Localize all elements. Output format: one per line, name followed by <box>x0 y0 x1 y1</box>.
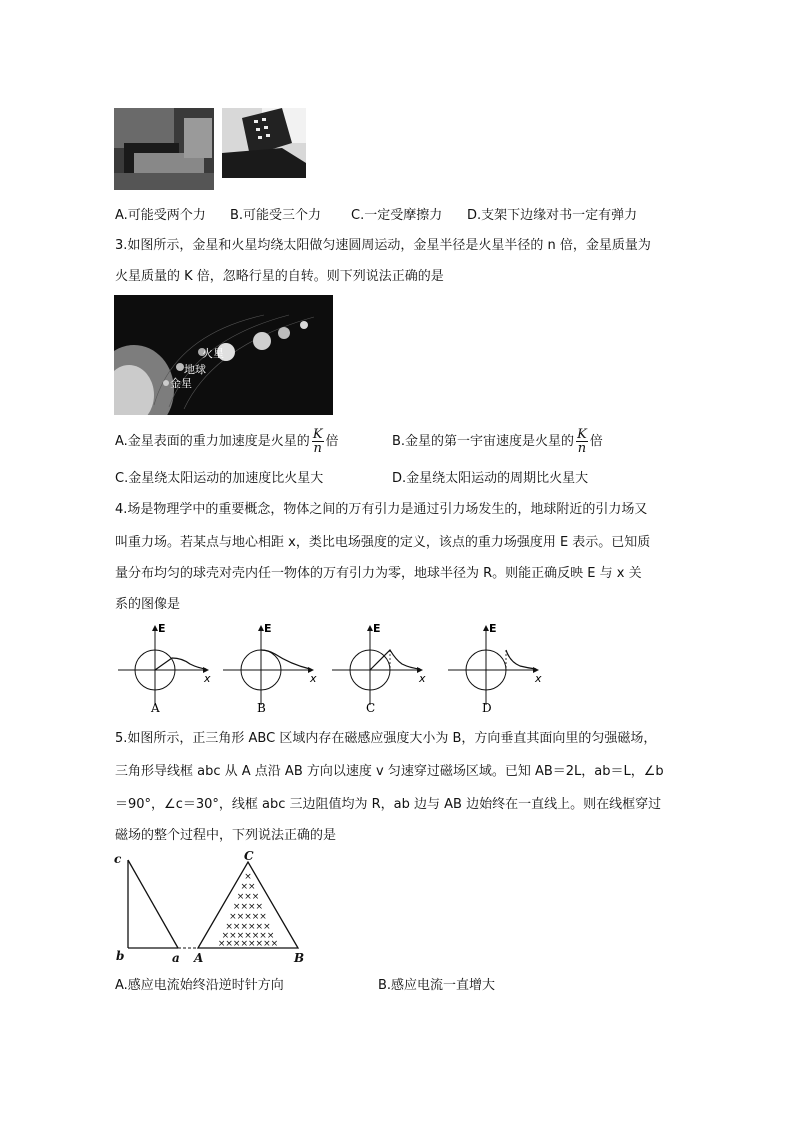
graph-d-label: D <box>482 701 492 715</box>
q3-stem-line2: 火星质量的 K 倍，忽略行星的自转。则下列说法正确的是 <box>115 269 444 284</box>
q3-frac-b-den: n <box>577 441 587 456</box>
venus-label: 金星 <box>170 377 192 390</box>
q3-option-b-fraction <box>576 428 588 455</box>
q2-option-b: B.可能受三个力 <box>230 208 322 223</box>
label-B: B <box>294 951 305 965</box>
graph-a-x-label: x <box>204 672 211 685</box>
magnetic-field-marks <box>218 872 278 949</box>
graph-b-e-label: E <box>264 622 272 635</box>
book-stand-photo-2 <box>222 108 306 178</box>
q4-stem-line4: 系的图像是 <box>115 597 181 612</box>
q5-stem-line3: ＝90°，∠c＝30°，线框 abc 三边阻值均为 R，ab 边与 AB 边始终在一直线上。则在线框穿过 <box>115 797 662 812</box>
field-row-3: ××× <box>236 892 260 902</box>
q4-stem-line1: 4.场是物理学中的重要概念，物体之间的万有引力是通过引力场发生的，地球附近的引力场又 <box>115 502 648 517</box>
graph-a <box>118 622 211 715</box>
graph-a-label: A <box>151 701 160 715</box>
q4-stem-line3: 量分布均匀的球壳对壳内任一物体的万有引力为零，地球半径为 R。则能正确反映 E 与 x 关 <box>115 566 642 581</box>
q2-option-d: D.支架下边缘对书一定有弹力 <box>467 208 638 223</box>
q5-figure <box>110 848 310 968</box>
q5-option-a: A.感应电流始终沿逆时针方向 <box>115 978 284 993</box>
q5-stem-line1: 5.如图所示，正三角形 ABC 区域内存在磁感应强度大小为 B，方向垂直其面向里的匀强磁场， <box>115 731 657 746</box>
label-A: A <box>194 951 204 965</box>
q2-option-c: C.一定受摩擦力 <box>351 208 443 223</box>
graph-a-e-label: E <box>158 622 166 635</box>
label-b: b <box>116 949 125 963</box>
q3-option-b-prefix: B.金星的第一宇宙速度是火星的 <box>392 434 575 449</box>
field-row-4: ×××× <box>232 902 264 912</box>
q3-frac-a-den: n <box>313 441 322 456</box>
field-row-6: ×××××× <box>225 922 271 932</box>
mars-label: 火星 <box>202 347 224 360</box>
q4-stem-line2: 叫重力场。若某点与地心相距 x，类比电场强度的定义，该点的重力场强度用 E 表示。已知质 <box>115 535 651 550</box>
q4-graphs <box>110 620 560 715</box>
earth-label: 地球 <box>184 363 206 376</box>
q3-option-a <box>115 428 339 455</box>
label-C: C <box>244 849 254 863</box>
q2-option-a: A.可能受两个力 <box>115 208 206 223</box>
solar-system-photo <box>114 295 333 415</box>
q3-option-d: D.金星绕太阳运动的周期比火星大 <box>392 471 589 486</box>
graph-c-e-label: E <box>373 622 381 635</box>
field-row-8: ×××××××× <box>217 939 279 949</box>
graph-b-x-label: x <box>310 672 317 685</box>
q3-option-a-fraction <box>312 428 324 455</box>
label-c: c <box>114 852 122 866</box>
q5-stem-line2: 三角形导线框 abc 从 A 点沿 AB 方向以速度 v 匀速穿过磁场区域。已知 AB＝2L，ab＝L，∠b <box>115 764 664 779</box>
q5-stem-line4: 磁场的整个过程中，下列说法正确的是 <box>115 828 337 843</box>
graph-b-label: B <box>257 701 266 715</box>
graph-d <box>448 622 542 715</box>
q3-option-a-prefix: A.金星表面的重力加速度是火星的 <box>115 434 310 449</box>
graph-d-e-label: E <box>489 622 497 635</box>
field-row-7: ××××××× <box>221 931 275 941</box>
wire-frame-abc <box>128 860 178 948</box>
graph-c-label: C <box>366 701 376 715</box>
q3-frac-a-num: K <box>312 427 323 442</box>
q3-option-c: C.金星绕太阳运动的加速度比火星大 <box>115 471 324 486</box>
graph-d-x-label: x <box>535 672 542 685</box>
label-a: a <box>172 951 180 965</box>
graph-c <box>332 622 426 715</box>
field-row-2: ×× <box>240 882 256 892</box>
field-row-5: ××××× <box>229 912 267 922</box>
q5-option-b: B.感应电流一直增大 <box>378 978 496 993</box>
q3-stem-line1: 3.如图所示，金星和火星均绕太阳做匀速圆周运动，金星半径是火星半径的 n 倍，金星质量为 <box>115 238 651 253</box>
graph-b <box>223 622 317 715</box>
graph-c-x-label: x <box>419 672 426 685</box>
book-stand-photo-1 <box>114 108 214 190</box>
q3-option-b <box>392 428 603 455</box>
q3-frac-b-num: K <box>577 427 587 442</box>
field-row-1: × <box>244 872 252 882</box>
q3-option-b-suffix: 倍 <box>589 434 603 449</box>
q3-option-a-suffix: 倍 <box>325 434 339 449</box>
